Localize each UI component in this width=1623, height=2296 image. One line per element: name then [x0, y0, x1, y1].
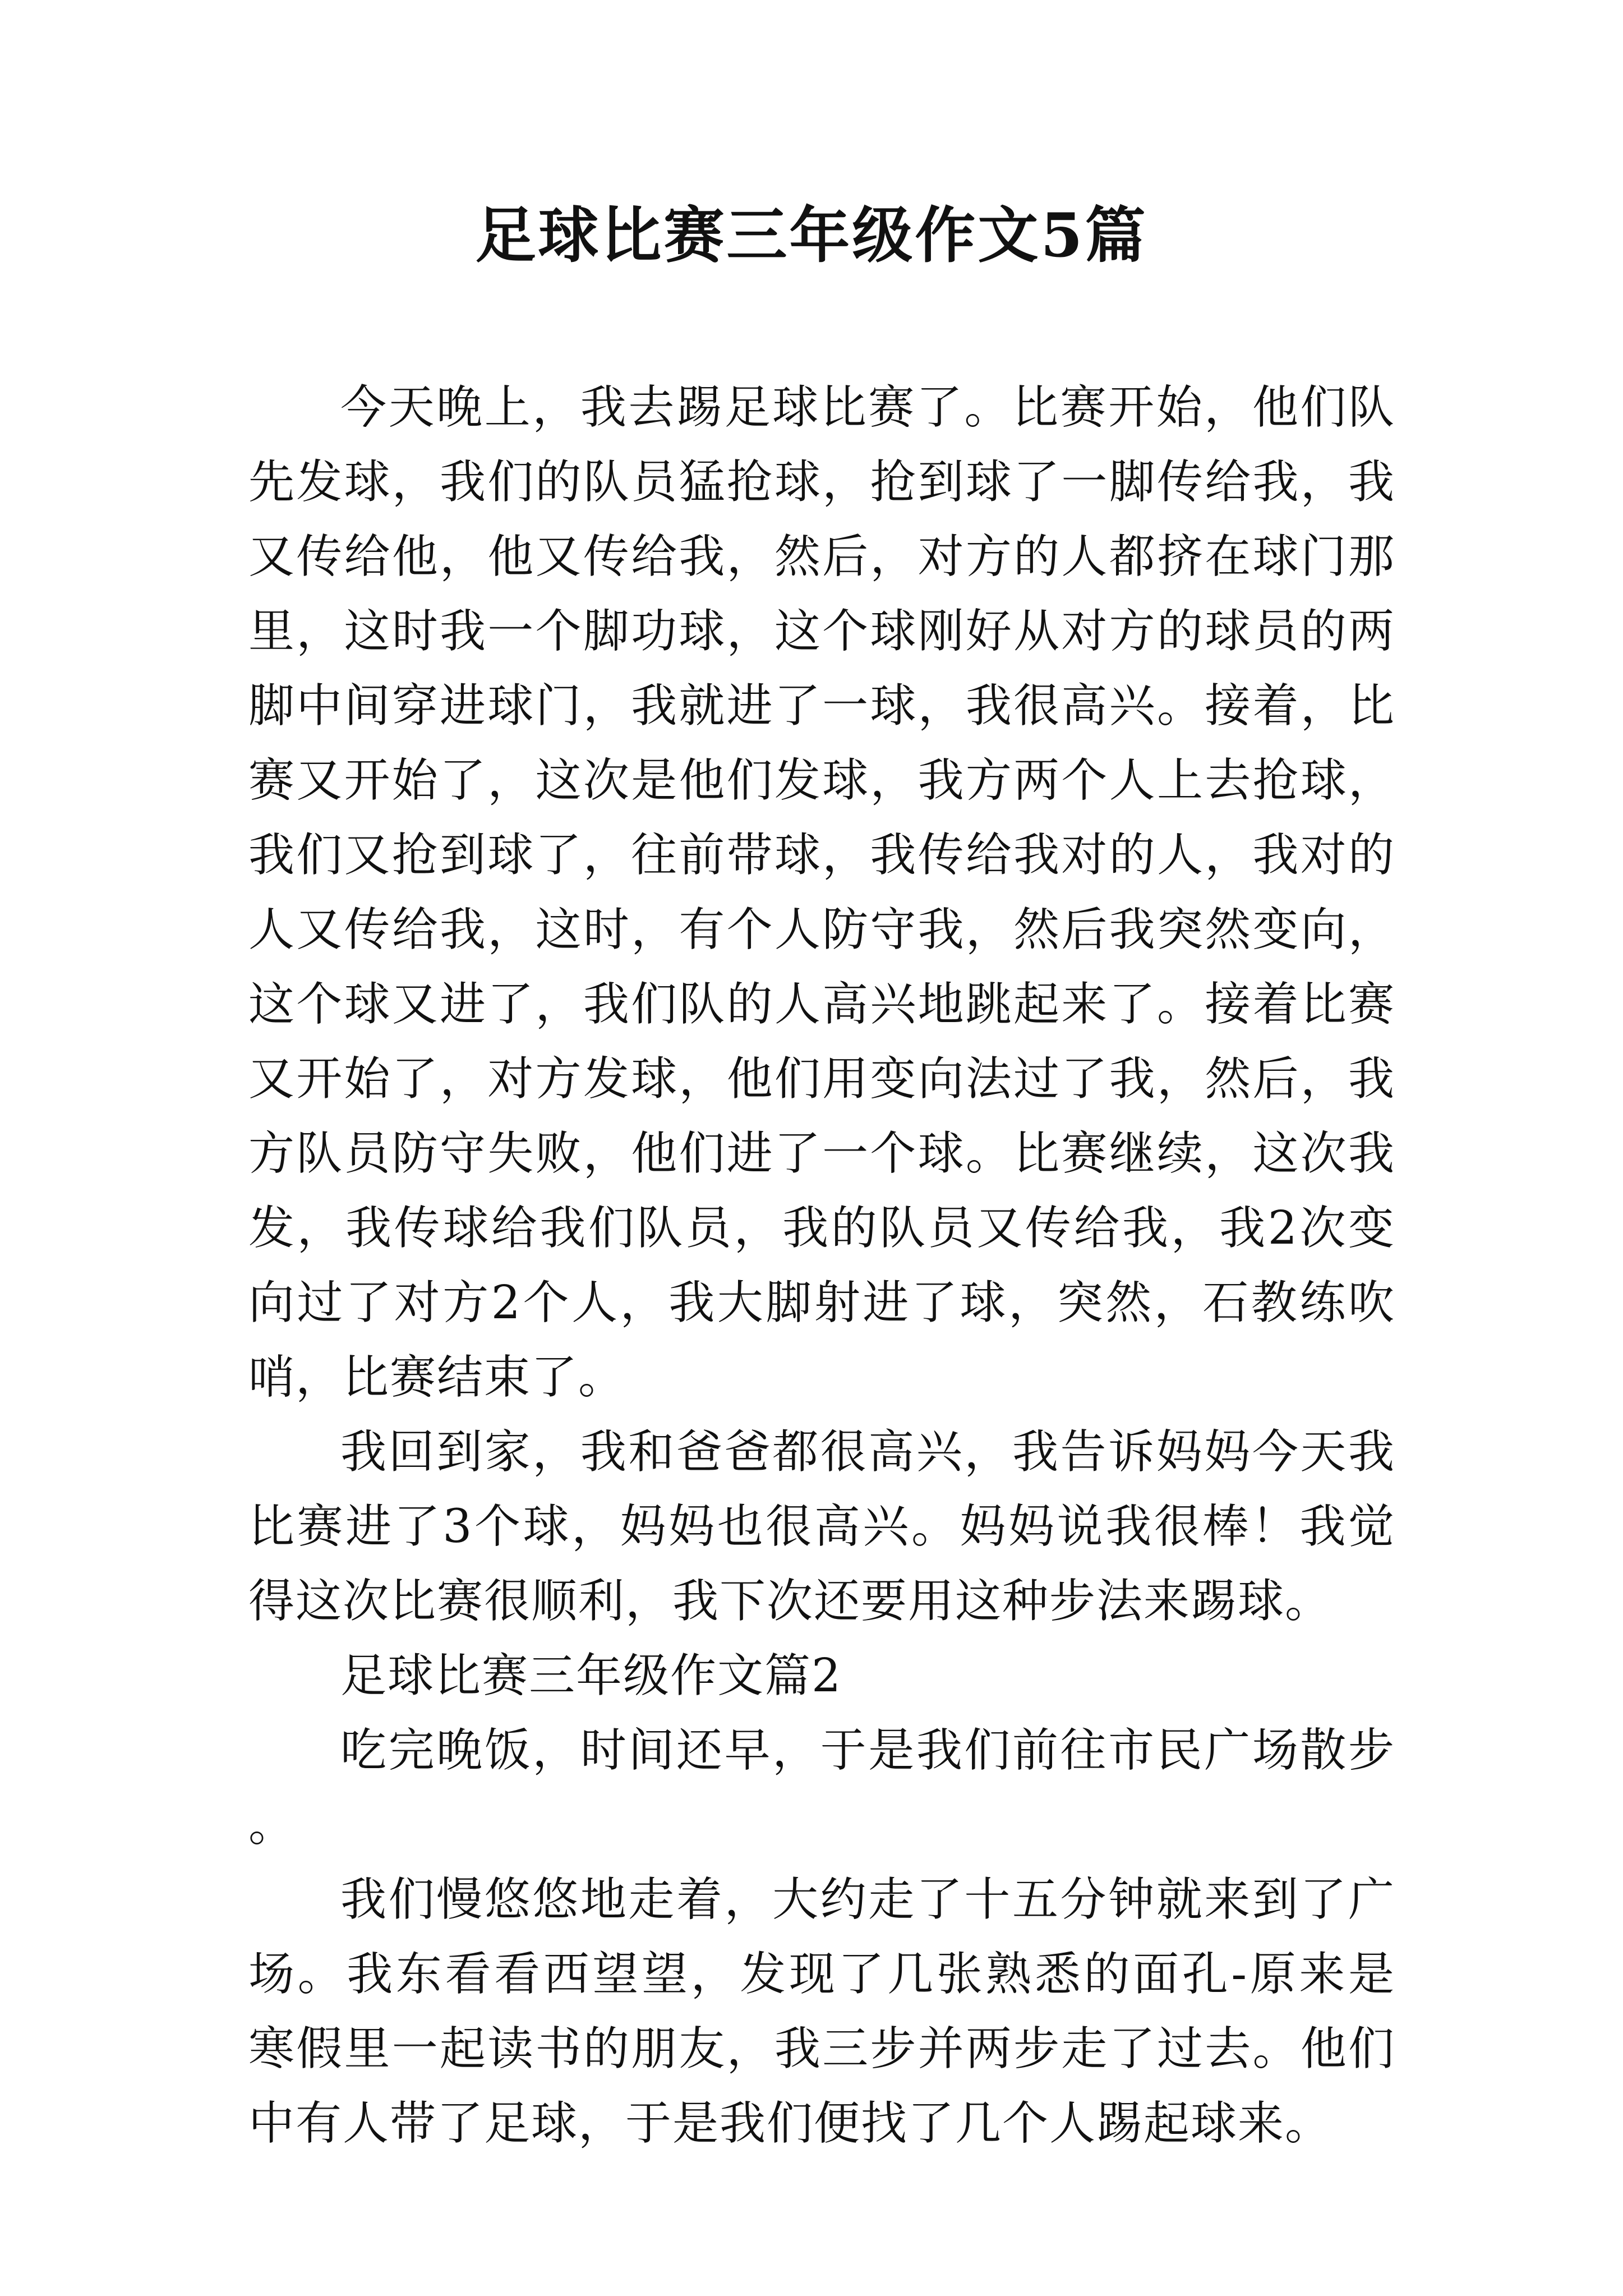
section-heading-essay-2: 足球比赛三年级作文篇2 — [340, 1649, 842, 1703]
paragraph-after-dinner: 吃完晚饭，时间还早，于是我们前往市民广场散步。 — [248, 1724, 1395, 1852]
paragraph-at-the-square: 我们慢悠悠地走着，大约走了十五分钟就来到了广场。我东看看西望望，发现了几张熟悉的面孔-原来是寒假里一起读书的朋友，我三步并两步走了过去。他们中有人带了足球，于是我们便找了几个人踢起球来。 — [248, 1873, 1395, 2150]
document-body — [248, 370, 1395, 2161]
document-title: 足球比赛三年级作文5篇 — [475, 200, 1148, 271]
paragraph-match-story: 今天晚上，我去踢足球比赛了。比赛开始，他们队先发球，我们的队员猛抢球，抢到球了一脚传给我，我又传给他，他又传给我，然后，对方的人都挤在球门那里，这时我一个脚功球，这个球刚好从对方的球员的两脚中间穿进球门，我就进了一球，我很高兴。接着，比赛又开始了，这次是他们发球，我方两个人上去抢球，我们又抢到球了，往前带球，我传给我对的人，我对的人又传给我，这时，有个人防守我，然后我突然变向，这个球又进了，我们队的人高兴地跳起来了。接着比赛又开始了，对方发球，他们用变向法过了我，然后，我方队员防守失败，他们进了一个球。比赛继续，这次我发，我传球给我们队员，我的队员又传给我，我2次变向过了对方2个人，我大脚射进了球，突然，石教练吹哨，比赛结束了。 — [248, 381, 1395, 1404]
paragraph-going-home: 我回到家，我和爸爸都很高兴，我告诉妈妈今天我比赛进了3个球，妈妈也很高兴。妈妈说我很棒！我觉得这次比赛很顺利，我下次还要用这种步法来踢球。 — [248, 1425, 1395, 1628]
